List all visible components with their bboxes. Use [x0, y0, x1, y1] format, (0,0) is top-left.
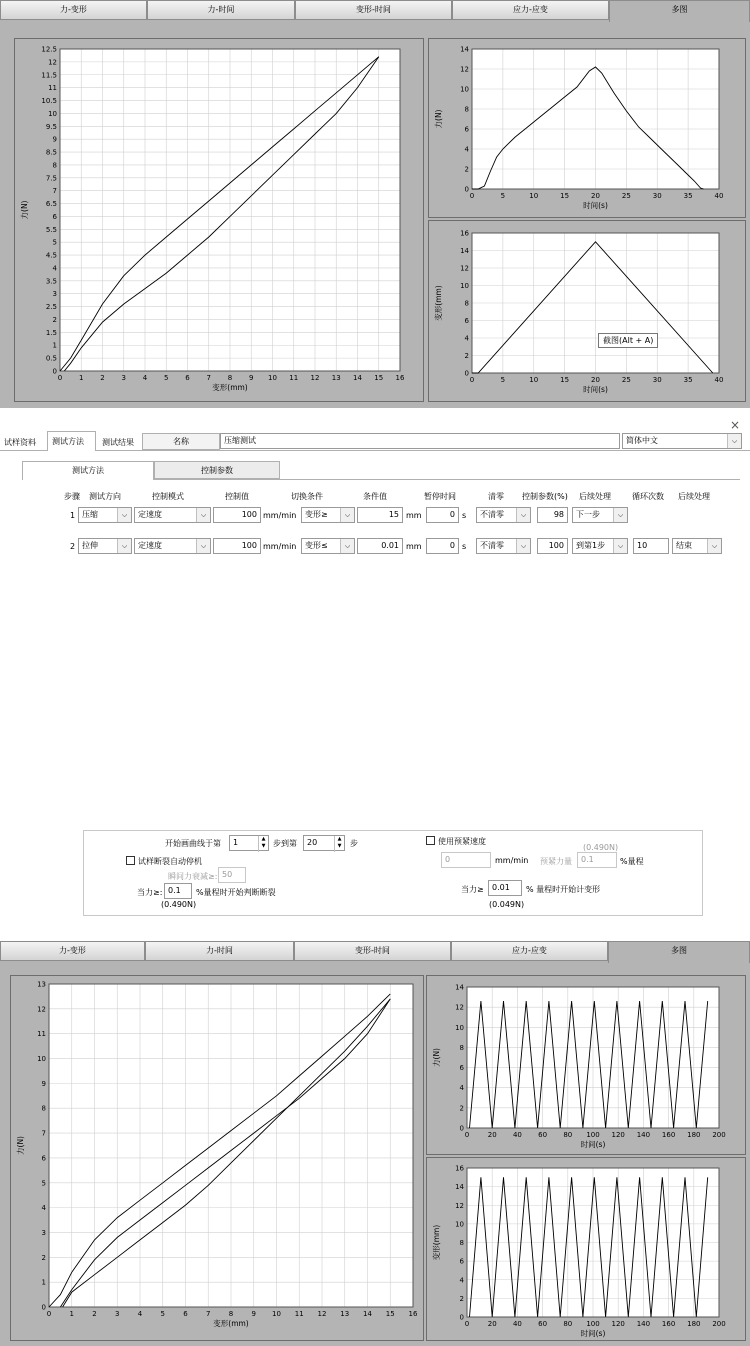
x-tick-label: 10: [268, 374, 277, 382]
y-tick-label: 10: [37, 1055, 46, 1064]
force-ge-input[interactable]: 0.1: [164, 883, 192, 899]
x-tick-label: 9: [249, 374, 254, 382]
chart-top-force-time[interactable]: [429, 39, 745, 217]
row1-pause-input[interactable]: 0: [426, 507, 459, 523]
x-axis-label: 时间(s): [580, 1140, 606, 1149]
deform-start-input[interactable]: 0.01: [488, 880, 522, 896]
y-tick-label: 10: [455, 1023, 464, 1032]
y-tick-label: 1: [41, 1278, 46, 1287]
y-tick-label: 7: [52, 187, 57, 196]
y-tick-label: 14: [460, 45, 469, 54]
tab-sub-control-params-label: 控制参数: [201, 466, 233, 475]
x-tick-label: 0: [464, 1320, 470, 1328]
row1-mode-select[interactable]: [134, 507, 211, 523]
x-tick-label: 30: [652, 192, 662, 200]
screenshot-tooltip: 截图(Alt + A): [598, 333, 658, 348]
x-tick-label: 9: [251, 1310, 256, 1318]
top-left-chart-frame: [14, 38, 424, 402]
y-tick-label: 10.5: [41, 97, 57, 106]
row1-cond-unit: mm: [406, 511, 422, 520]
preload-hint: (0.490N): [583, 843, 619, 852]
y-tick-label: 14: [455, 1183, 464, 1192]
force-ge-suffix: %量程时开始判断断裂: [196, 888, 276, 897]
header-zero: 清零: [488, 492, 504, 501]
x-tick-label: 160: [661, 1320, 676, 1328]
x-tick-label: 80: [563, 1320, 573, 1328]
y-tick-label: 12: [455, 1003, 464, 1012]
y-tick-label: 2: [459, 1294, 464, 1303]
y-tick-label: 4.5: [45, 251, 57, 260]
y-tick-label: 14: [455, 983, 464, 992]
force-drop-input[interactable]: 50: [218, 867, 246, 883]
x-tick-label: 14: [353, 374, 362, 382]
y-tick-label: 2.5: [45, 303, 57, 312]
row2-zero: 不清零: [480, 541, 504, 550]
x-tick-label: 1: [79, 374, 84, 382]
row2-after-select[interactable]: [672, 538, 722, 554]
top-chart-tabs: [0, 0, 750, 20]
x-tick-label: 20: [591, 376, 600, 384]
x-tick-label: 25: [621, 192, 631, 200]
y-tick-label: 6: [464, 125, 469, 134]
y-tick-label: 8: [459, 1239, 464, 1247]
x-axis-label: 时间(s): [583, 385, 608, 394]
tab-test-result[interactable]: 测试结果: [102, 438, 134, 447]
y-tick-label: 3.5: [45, 277, 57, 286]
x-tick-label: 40: [512, 1131, 522, 1139]
x-tick-label: 120: [611, 1131, 625, 1139]
chevron-down-icon: ⌵: [340, 539, 354, 553]
x-tick-label: 200: [712, 1320, 726, 1328]
y-tick-label: 9: [52, 135, 57, 144]
x-tick-label: 11: [289, 374, 299, 382]
x-tick-label: 60: [538, 1320, 548, 1328]
bottom-left-chart-frame: [10, 975, 424, 1341]
y-tick-label: 16: [455, 1164, 464, 1173]
x-tick-label: 15: [374, 374, 384, 382]
y-tick-label: 9.5: [45, 122, 57, 131]
x-tick-label: 2: [92, 1310, 97, 1318]
x-tick-label: 13: [331, 374, 341, 382]
row1-condition-select[interactable]: [301, 507, 355, 523]
y-tick-label: 5: [52, 238, 57, 247]
x-tick-label: 20: [487, 1131, 497, 1139]
x-tick-label: 20: [487, 1320, 497, 1328]
chart-top-force-deformation[interactable]: [15, 39, 423, 401]
force-ge-hint: (0.490N): [161, 900, 197, 909]
x-tick-label: 35: [683, 192, 693, 200]
x-tick-label: 3: [121, 374, 126, 382]
y-tick-label: 0: [464, 185, 469, 194]
chevron-down-icon: ⌵: [516, 508, 530, 522]
language-value: 简体中文: [626, 436, 658, 445]
header-pause-time: 暂停时间: [424, 492, 456, 501]
row1-param-input[interactable]: 98: [537, 507, 568, 523]
spinner-icon[interactable]: ▲ ▼: [334, 836, 344, 852]
x-tick-label: 120: [611, 1320, 625, 1328]
x-tick-label: 5: [500, 192, 506, 200]
draw-from-value: 1: [233, 838, 239, 847]
chevron-down-icon: ⌵: [196, 508, 210, 522]
x-tick-label: 15: [560, 376, 570, 384]
tab-deformation-time[interactable]: 变形-时间: [294, 941, 451, 961]
header-control-value: 控制值: [225, 492, 249, 501]
header-switch-condition: 切换条件: [291, 492, 323, 501]
tab-deformation-time[interactable]: 变形-时间: [295, 0, 452, 20]
x-tick-label: 0: [57, 374, 63, 382]
header-control-param: 控制参数(%): [522, 492, 568, 501]
tab-multi-chart[interactable]: 多图: [608, 941, 750, 963]
row1-zero: 不清零: [480, 510, 504, 519]
y-tick-label: 12: [460, 65, 469, 74]
tab-specimen-info[interactable]: 试样资料: [4, 438, 36, 447]
x-tick-label: 180: [687, 1320, 701, 1328]
y-tick-label: 3: [41, 1228, 46, 1237]
header-control-mode: 控制模式: [152, 492, 184, 501]
row1-unit: mm/min: [263, 511, 297, 520]
chevron-down-icon: ⌵: [707, 539, 721, 553]
bottom-chart-tabs: [0, 941, 750, 961]
x-tick-label: 11: [294, 1310, 304, 1318]
y-tick-label: 1: [52, 341, 57, 350]
force-ge-label: 当力≥:: [137, 888, 163, 897]
y-tick-label: 8.5: [45, 148, 57, 157]
y-tick-label: 11.5: [41, 71, 57, 80]
y-tick-label: 16: [460, 229, 469, 238]
y-tick-label: 10: [460, 85, 469, 94]
y-tick-label: 4: [41, 1204, 46, 1213]
top-right-upper-chart-frame: [428, 38, 746, 218]
x-tick-label: 0: [464, 1131, 470, 1139]
x-tick-label: 14: [363, 1310, 372, 1318]
y-tick-label: 12: [37, 1005, 46, 1014]
y-tick-label: 8: [41, 1104, 46, 1113]
y-tick-label: 11: [37, 1030, 46, 1039]
x-tick-label: 200: [712, 1131, 726, 1139]
deform-start-suffix: % 量程时开始计变形: [526, 885, 601, 894]
break-stop-checkbox[interactable]: [126, 856, 135, 865]
x-axis-label: 变形(mm): [213, 1319, 249, 1328]
x-tick-label: 60: [538, 1131, 548, 1139]
x-tick-label: 2: [100, 374, 105, 382]
x-tick-label: 40: [714, 376, 724, 384]
row1-next: 下一步: [576, 510, 600, 519]
y-tick-label: 6.5: [45, 200, 57, 209]
x-tick-label: 6: [185, 374, 190, 382]
y-tick-label: 4: [464, 145, 469, 154]
header-direction: 测试方向: [89, 492, 121, 501]
header-cycle-count: 循环次数: [632, 492, 664, 501]
tab-test-method[interactable]: [47, 431, 96, 451]
tab-stress-strain[interactable]: 应力-应变: [451, 941, 608, 961]
row1-pause-unit: s: [462, 511, 467, 520]
tab-force-time[interactable]: 力-时间: [147, 0, 295, 20]
y-tick-label: 4: [459, 1276, 464, 1285]
x-tick-label: 10: [529, 376, 539, 384]
header-after-action: 后续处理: [678, 492, 710, 501]
x-tick-label: 5: [160, 1310, 165, 1318]
x-tick-label: 4: [137, 1310, 143, 1318]
row2-direction: 拉伸: [82, 541, 98, 550]
row2-mode-select[interactable]: [134, 538, 211, 554]
x-tick-label: 160: [661, 1131, 676, 1139]
row2-step: 2: [70, 542, 76, 551]
x-axis-label: 时间(s): [580, 1329, 606, 1338]
x-tick-label: 140: [636, 1320, 651, 1328]
y-tick-label: 8: [52, 161, 57, 170]
x-tick-label: 12: [317, 1310, 327, 1318]
tab-force-deformation[interactable]: 力-变形: [0, 941, 145, 961]
y-tick-label: 11: [48, 84, 57, 93]
y-tick-label: 6: [459, 1257, 464, 1266]
x-tick-label: 40: [714, 192, 724, 200]
x-tick-label: 5: [164, 374, 169, 382]
top-multi-chart-panel: [0, 0, 750, 408]
y-tick-label: 9: [41, 1079, 46, 1088]
y-tick-label: 0: [459, 1124, 464, 1133]
chevron-down-icon: ⌵: [727, 434, 741, 448]
y-tick-label: 2: [52, 315, 57, 324]
row2-condition: 变形≤: [305, 541, 328, 550]
row1-step: 1: [70, 511, 76, 520]
x-tick-label: 13: [340, 1310, 350, 1318]
draw-from-input[interactable]: [229, 835, 269, 851]
x-tick-label: 12: [310, 374, 320, 382]
row2-cond-unit: mm: [406, 542, 422, 551]
step-unit-label: 步: [350, 839, 358, 848]
y-tick-label: 4: [459, 1084, 464, 1093]
x-tick-label: 0: [46, 1310, 52, 1318]
row1-mode: 定速度: [138, 510, 162, 519]
tab-multi-chart[interactable]: 多图: [609, 0, 750, 22]
x-tick-label: 7: [206, 374, 211, 382]
y-tick-label: 0.5: [45, 354, 57, 363]
row1-condition-value-input[interactable]: 15: [357, 507, 403, 523]
x-tick-label: 4: [142, 374, 148, 382]
header-step: 步骤: [64, 492, 80, 501]
draw-to-value: 20: [307, 838, 318, 847]
bottom-multi-chart-panel: [0, 941, 750, 1346]
row2-after: 结束: [676, 541, 692, 550]
x-tick-label: 80: [563, 1131, 573, 1139]
x-tick-label: 100: [586, 1131, 600, 1139]
row1-next-select[interactable]: [572, 507, 628, 523]
preload-percent-label: %量程: [620, 857, 644, 866]
x-tick-label: 0: [469, 376, 475, 384]
x-tick-label: 25: [621, 376, 631, 384]
row2-condition-value-input[interactable]: 0.01: [357, 538, 403, 554]
y-tick-label: 8: [459, 1043, 464, 1052]
row2-zero-select[interactable]: [476, 538, 531, 554]
break-stop-label: 试样断裂自动停机: [138, 857, 202, 866]
name-label-box: [142, 433, 220, 450]
y-tick-label: 7.5: [45, 174, 57, 183]
row2-condition-select[interactable]: [301, 538, 355, 554]
x-axis-label: 时间(s): [583, 201, 608, 210]
chevron-down-icon: ⌵: [613, 508, 627, 522]
x-tick-label: 8: [227, 374, 233, 382]
row2-next: 到第1步: [576, 541, 606, 550]
draw-to-input[interactable]: [303, 835, 345, 851]
tab-sub-test-method-label: 测试方法: [72, 466, 104, 475]
y-tick-label: 8: [464, 105, 469, 114]
name-label: 名称: [173, 437, 189, 446]
y-tick-label: 6: [41, 1154, 46, 1163]
row1-zero-select[interactable]: [476, 507, 531, 523]
y-axis-label: 变形(mm): [434, 285, 443, 321]
tab-sub-test-method[interactable]: [22, 461, 154, 480]
y-axis-label: 力(N): [434, 109, 443, 129]
spinner-icon[interactable]: ▲ ▼: [258, 836, 268, 852]
chart-bottom-deformation-time[interactable]: [427, 1158, 745, 1340]
tab-force-deformation[interactable]: 力-变形: [0, 0, 147, 20]
x-tick-label: 100: [586, 1320, 600, 1328]
y-tick-label: 7: [41, 1129, 46, 1138]
y-tick-label: 4: [464, 334, 469, 343]
x-tick-label: 10: [529, 192, 539, 200]
draw-to-label: 步到第: [273, 839, 297, 848]
x-axis-label: 变形(mm): [212, 383, 248, 392]
row2-unit: mm/min: [263, 542, 297, 551]
deform-start-label: 当力≥: [461, 885, 484, 894]
deform-start-hint: (0.049N): [489, 900, 525, 909]
x-tick-label: 180: [687, 1131, 701, 1139]
y-tick-label: 0: [459, 1313, 464, 1322]
row2-param-input[interactable]: 100: [537, 538, 568, 554]
y-axis-label: 力(N): [432, 1048, 441, 1067]
row2-control-value-input[interactable]: 100: [213, 538, 261, 554]
chevron-down-icon: ⌵: [196, 539, 210, 553]
y-tick-label: 2: [464, 352, 469, 360]
chevron-down-icon: ⌵: [613, 539, 627, 553]
chevron-down-icon: ⌵: [117, 539, 131, 553]
y-axis-label: 力(N): [20, 200, 29, 220]
chart-bottom-force-deformation[interactable]: [11, 976, 423, 1340]
row2-pause-input[interactable]: 0: [426, 538, 459, 554]
preload-speed-input[interactable]: 0: [441, 852, 491, 868]
row2-direction-select[interactable]: [78, 538, 132, 554]
header-next-action: 后续处理: [579, 492, 611, 501]
y-tick-label: 13: [37, 980, 46, 989]
y-tick-label: 12: [48, 58, 57, 67]
y-tick-label: 12: [455, 1201, 464, 1210]
chart-bottom-force-time[interactable]: [427, 976, 745, 1154]
y-tick-label: 10: [48, 109, 57, 118]
tab-stress-strain[interactable]: 应力-应变: [452, 0, 609, 20]
tab-test-method-label: 测试方法: [52, 437, 84, 446]
x-tick-label: 15: [385, 1310, 395, 1318]
preload-force-label: 预紧力量: [540, 857, 572, 866]
test-name-input[interactable]: 压缩测试: [220, 433, 620, 449]
row1-control-value-input[interactable]: 100: [213, 507, 261, 523]
x-tick-label: 35: [683, 376, 693, 384]
preload-speed-unit: mm/min: [495, 856, 529, 865]
chevron-down-icon: ⌵: [117, 508, 131, 522]
x-tick-label: 7: [206, 1310, 211, 1318]
y-tick-label: 6: [464, 317, 469, 325]
tab-force-time[interactable]: 力-时间: [145, 941, 294, 961]
x-tick-label: 40: [512, 1320, 522, 1328]
y-tick-label: 0: [41, 1303, 46, 1312]
language-select[interactable]: [622, 433, 742, 449]
bottom-right-lower-chart-frame: [426, 1157, 746, 1341]
draw-from-label: 开始画曲线于第: [165, 839, 221, 848]
x-tick-label: 8: [228, 1310, 234, 1318]
chart-top-deformation-time[interactable]: [429, 221, 745, 401]
y-tick-label: 0: [52, 367, 57, 376]
header-condition-value: 条件值: [363, 492, 387, 501]
top-right-lower-chart-frame: [428, 220, 746, 402]
y-tick-label: 5.5: [45, 225, 57, 234]
x-tick-label: 15: [560, 192, 570, 200]
y-tick-label: 6: [52, 212, 57, 221]
row2-cycles-input[interactable]: 10: [633, 538, 669, 554]
row1-direction-select[interactable]: [78, 507, 132, 523]
y-tick-label: 2: [41, 1253, 46, 1262]
y-tick-label: 1.5: [45, 328, 57, 337]
row2-next-select[interactable]: [572, 538, 628, 554]
row2-pause-unit: s: [462, 542, 467, 551]
preload-speed-checkbox[interactable]: [426, 836, 435, 845]
row1-direction: 压缩: [82, 510, 98, 519]
preload-speed-label: 使用预紧速度: [438, 837, 486, 846]
close-icon[interactable]: ×: [730, 418, 741, 432]
bottom-right-upper-chart-frame: [426, 975, 746, 1155]
chevron-down-icon: ⌵: [516, 539, 530, 553]
x-tick-label: 1: [69, 1310, 74, 1318]
preload-force-input[interactable]: 0.1: [577, 852, 617, 868]
y-axis-label: 力(N): [16, 1136, 25, 1155]
x-tick-label: 16: [395, 374, 405, 382]
y-tick-label: 12: [460, 264, 469, 273]
y-tick-label: 10: [455, 1220, 464, 1229]
y-tick-label: 12.5: [41, 45, 57, 54]
tab-sub-control-params[interactable]: [154, 461, 280, 479]
y-tick-label: 8: [464, 299, 469, 308]
y-tick-label: 6: [459, 1064, 464, 1073]
x-tick-label: 6: [183, 1310, 188, 1318]
y-tick-label: 4: [52, 264, 57, 273]
x-tick-label: 140: [636, 1131, 651, 1139]
x-tick-label: 30: [652, 376, 662, 384]
x-tick-label: 10: [272, 1310, 281, 1318]
force-drop-label: 瞬间力衰减≥:: [168, 872, 218, 881]
y-tick-label: 2: [464, 165, 469, 174]
chevron-down-icon: ⌵: [340, 508, 354, 522]
x-tick-label: 0: [469, 192, 475, 200]
y-tick-label: 2: [459, 1104, 464, 1113]
y-axis-label: 变形(mm): [432, 1224, 441, 1261]
x-tick-label: 3: [115, 1310, 120, 1318]
row1-condition: 变形≥: [305, 510, 328, 519]
x-tick-label: 5: [500, 376, 506, 384]
y-tick-label: 14: [460, 247, 469, 255]
y-tick-label: 3: [52, 290, 57, 299]
y-tick-label: 10: [460, 282, 469, 290]
row2-mode: 定速度: [138, 541, 162, 550]
x-tick-label: 16: [408, 1310, 418, 1318]
x-tick-label: 20: [591, 192, 600, 200]
y-tick-label: 0: [464, 369, 469, 378]
y-tick-label: 5: [41, 1179, 46, 1188]
